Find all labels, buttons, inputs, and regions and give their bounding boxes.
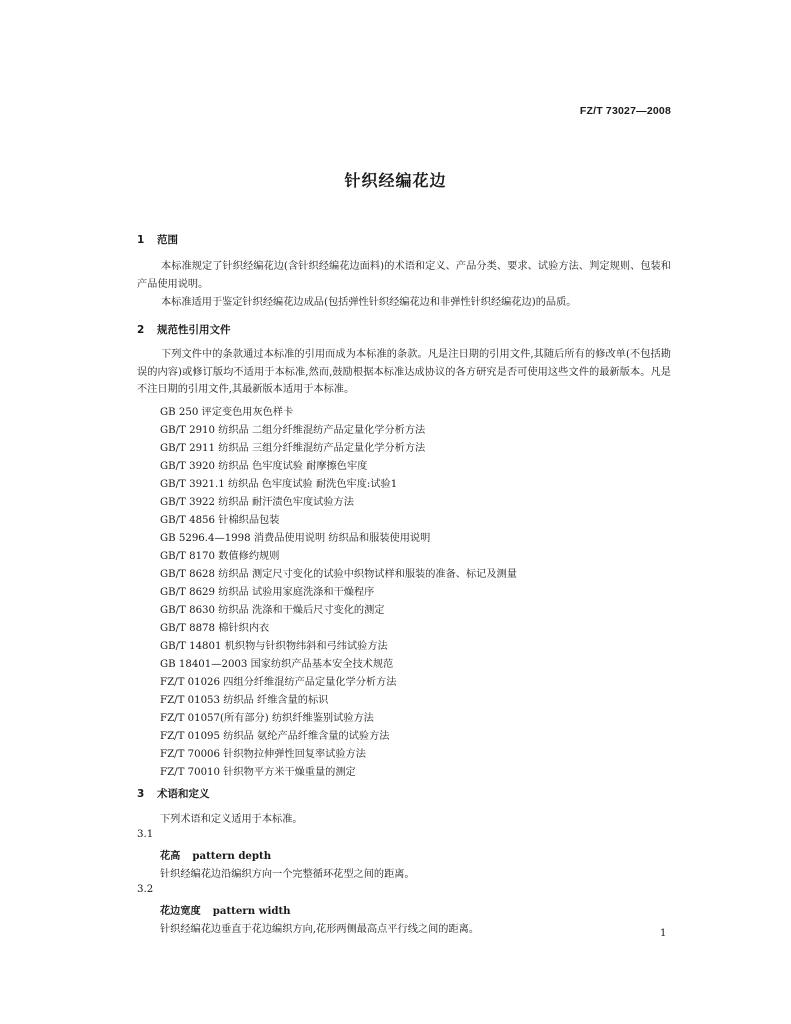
reference-item: GB 18401—2003 国家纺织产品基本安全技术规范 bbox=[160, 659, 394, 670]
section-title: 范围 bbox=[157, 234, 178, 246]
reference-item: GB/T 3922 纺织品 耐汗渍色牢度试验方法 bbox=[160, 497, 354, 508]
term-definition: 针织经编花边沿编织方向一个完整循环花型之间的距离。 bbox=[160, 869, 415, 880]
reference-item: FZ/T 01095 纺织品 氨纶产品纤维含量的试验方法 bbox=[160, 731, 390, 742]
section-number: 2 bbox=[137, 324, 145, 336]
section-title: 术语和定义 bbox=[157, 788, 210, 800]
term-cn: 花边宽度 bbox=[160, 906, 201, 917]
term-heading bbox=[160, 847, 271, 862]
terms-intro: 下列术语和定义适用于本标准。 bbox=[160, 814, 303, 825]
reference-item: GB/T 3921.1 纺织品 色牢度试验 耐洗色牢度:试验1 bbox=[160, 479, 398, 490]
reference-item: GB 5296.4—1998 消费品使用说明 纺织品和服装使用说明 bbox=[160, 533, 431, 544]
section-number: 1 bbox=[137, 234, 145, 246]
document-title: 针织经编花边 bbox=[344, 171, 447, 190]
reference-item: GB/T 4856 针棉织品包装 bbox=[160, 515, 280, 526]
scope-paragraph-2: 本标准适用于鉴定针织经编花边成品(包括弹性针织经编花边和非弹性针织经编花边)的品质。 bbox=[161, 297, 577, 308]
section-title: 规范性引用文件 bbox=[157, 324, 231, 336]
reference-item: GB/T 8628 纺织品 测定尺寸变化的试验中织物试样和服装的准备、标记及测量 bbox=[160, 569, 517, 580]
term-number: 3.2 bbox=[137, 884, 154, 895]
section-number: 3 bbox=[137, 788, 145, 800]
reference-item: GB/T 14801 机织物与针织物纬斜和弓纬试验方法 bbox=[160, 641, 388, 652]
reference-item: GB/T 2910 纺织品 二组分纤维混纺产品定量化学分析方法 bbox=[160, 425, 426, 436]
normative-intro: 下列文件中的条款通过本标准的引用而成为本标准的条款。凡是注日期的引用文件,其随后所有的修改单(不包括勘误的内容)或修订版均不适用于本标准,然而,鼓励根据本标准达成协议的各方研究是否可使用这些文件的最新版本。凡是不注日期的引用文件,其最新版本适用于本标准。 bbox=[137, 349, 671, 395]
reference-item: GB/T 2911 纺织品 三组分纤维混纺产品定量化学分析方法 bbox=[160, 443, 426, 454]
reference-item: GB/T 3920 纺织品 色牢度试验 耐摩擦色牢度 bbox=[160, 461, 368, 472]
reference-item: GB/T 8629 纺织品 试验用家庭洗涤和干燥程序 bbox=[160, 587, 375, 598]
reference-item: FZ/T 01053 纺织品 纤维含量的标识 bbox=[160, 695, 329, 706]
reference-item: FZ/T 70010 针织物平方米干燥重量的测定 bbox=[160, 767, 356, 778]
term-en: pattern depth bbox=[192, 850, 272, 862]
term-heading bbox=[160, 902, 291, 917]
standard-code: FZ/T 73027—2008 bbox=[579, 105, 671, 117]
reference-item: FZ/T 01026 四组分纤维混纺产品定量化学分析方法 bbox=[160, 677, 397, 688]
reference-item: GB/T 8630 纺织品 洗涤和干燥后尺寸变化的测定 bbox=[160, 605, 385, 616]
term-en: pattern width bbox=[212, 905, 291, 917]
section-terms-heading bbox=[137, 786, 210, 801]
term-cn: 花高 bbox=[160, 851, 181, 862]
section-scope-heading bbox=[137, 232, 178, 247]
scope-paragraph-1: 本标准规定了针织经编花边(含针织经编花边面料)的术语和定义、产品分类、要求、试验方法、判定规则、包装和产品使用说明。 bbox=[137, 261, 671, 290]
page-number: 1 bbox=[660, 928, 667, 939]
reference-item: GB 250 评定变色用灰色样卡 bbox=[160, 407, 294, 418]
section-normative-heading bbox=[137, 322, 231, 337]
term-definition: 针织经编花边垂直于花边编织方向,花形两侧最高点平行线之间的距离。 bbox=[160, 924, 480, 935]
term-number: 3.1 bbox=[137, 829, 154, 840]
reference-item: FZ/T 70006 针织物拉伸弹性回复率试验方法 bbox=[160, 749, 366, 760]
reference-item: FZ/T 01057(所有部分) 纺织纤维鉴别试验方法 bbox=[160, 713, 374, 724]
reference-item: GB/T 8170 数值修约规则 bbox=[160, 551, 280, 562]
reference-item: GB/T 8878 棉针织内衣 bbox=[160, 623, 270, 634]
